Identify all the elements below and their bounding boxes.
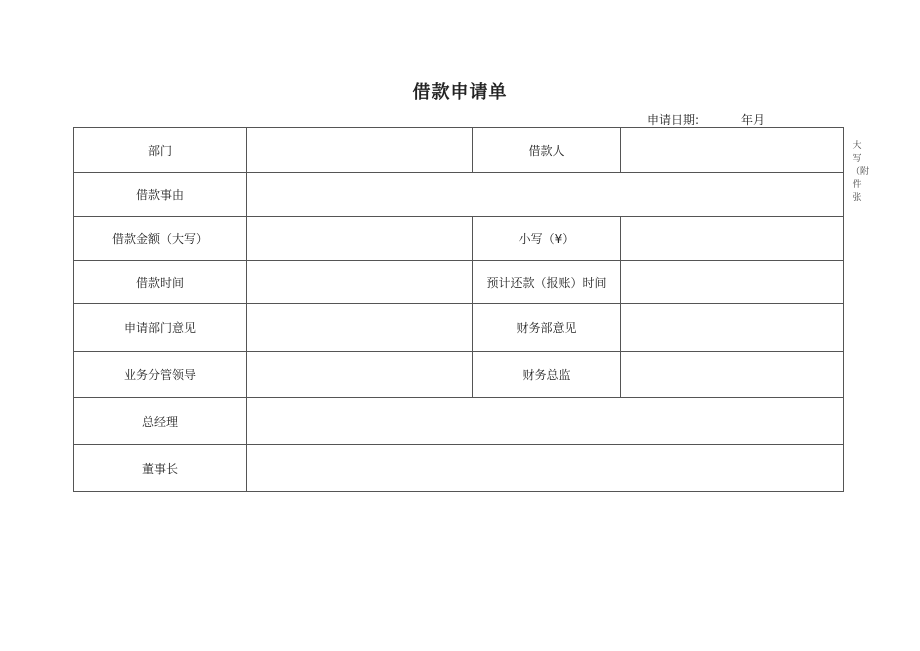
department-field[interactable] xyxy=(247,128,473,173)
form-row-opinions xyxy=(74,304,844,352)
borrow-time-field[interactable] xyxy=(247,261,473,304)
finance-director-field[interactable] xyxy=(621,352,844,398)
borrower-field[interactable] xyxy=(621,128,844,173)
reason-label: 借款事由 xyxy=(74,173,247,217)
finance-opinion-label: 财务部意见 xyxy=(473,304,621,352)
repay-time-label: 预计还款（报账）时间 xyxy=(473,261,621,304)
borrower-label: 借款人 xyxy=(473,128,621,173)
dept-opinion-field[interactable] xyxy=(247,304,473,352)
amount-upper-label: 借款金额（大写） xyxy=(74,217,247,261)
gm-field[interactable] xyxy=(247,398,844,445)
form-row-time xyxy=(74,261,844,304)
chairman-field[interactable] xyxy=(247,445,844,492)
reason-field[interactable] xyxy=(247,173,844,217)
amount-upper-field[interactable] xyxy=(247,217,473,261)
business-leader-field[interactable] xyxy=(247,352,473,398)
chairman-label: 董事长 xyxy=(74,445,247,492)
amount-lower-label: 小写（¥） xyxy=(473,217,621,261)
finance-opinion-field[interactable] xyxy=(621,304,844,352)
form-row-reason xyxy=(74,173,844,217)
finance-director-label: 财务总监 xyxy=(473,352,621,398)
repay-time-field[interactable] xyxy=(621,261,844,304)
business-leader-label: 业务分管领导 xyxy=(74,352,247,398)
borrow-time-label: 借款时间 xyxy=(74,261,247,304)
loan-application-form xyxy=(73,127,844,492)
amount-lower-field[interactable] xyxy=(621,217,844,261)
dept-opinion-label: 申请部门意见 xyxy=(74,304,247,352)
document-title: 借款申请单 xyxy=(412,82,508,103)
form-row-leaders xyxy=(74,352,844,398)
date-suffix: 年月 xyxy=(741,113,766,127)
date-label: 申请日期: xyxy=(647,113,700,127)
side-note: 大写（附件张 xyxy=(851,141,870,203)
form-row-gm xyxy=(74,398,844,445)
department-label: 部门 xyxy=(74,128,247,173)
form-row-amount xyxy=(74,217,844,261)
application-date xyxy=(647,111,765,128)
gm-label: 总经理 xyxy=(74,398,247,445)
form-row-department xyxy=(74,128,844,173)
form-row-chairman xyxy=(74,445,844,492)
